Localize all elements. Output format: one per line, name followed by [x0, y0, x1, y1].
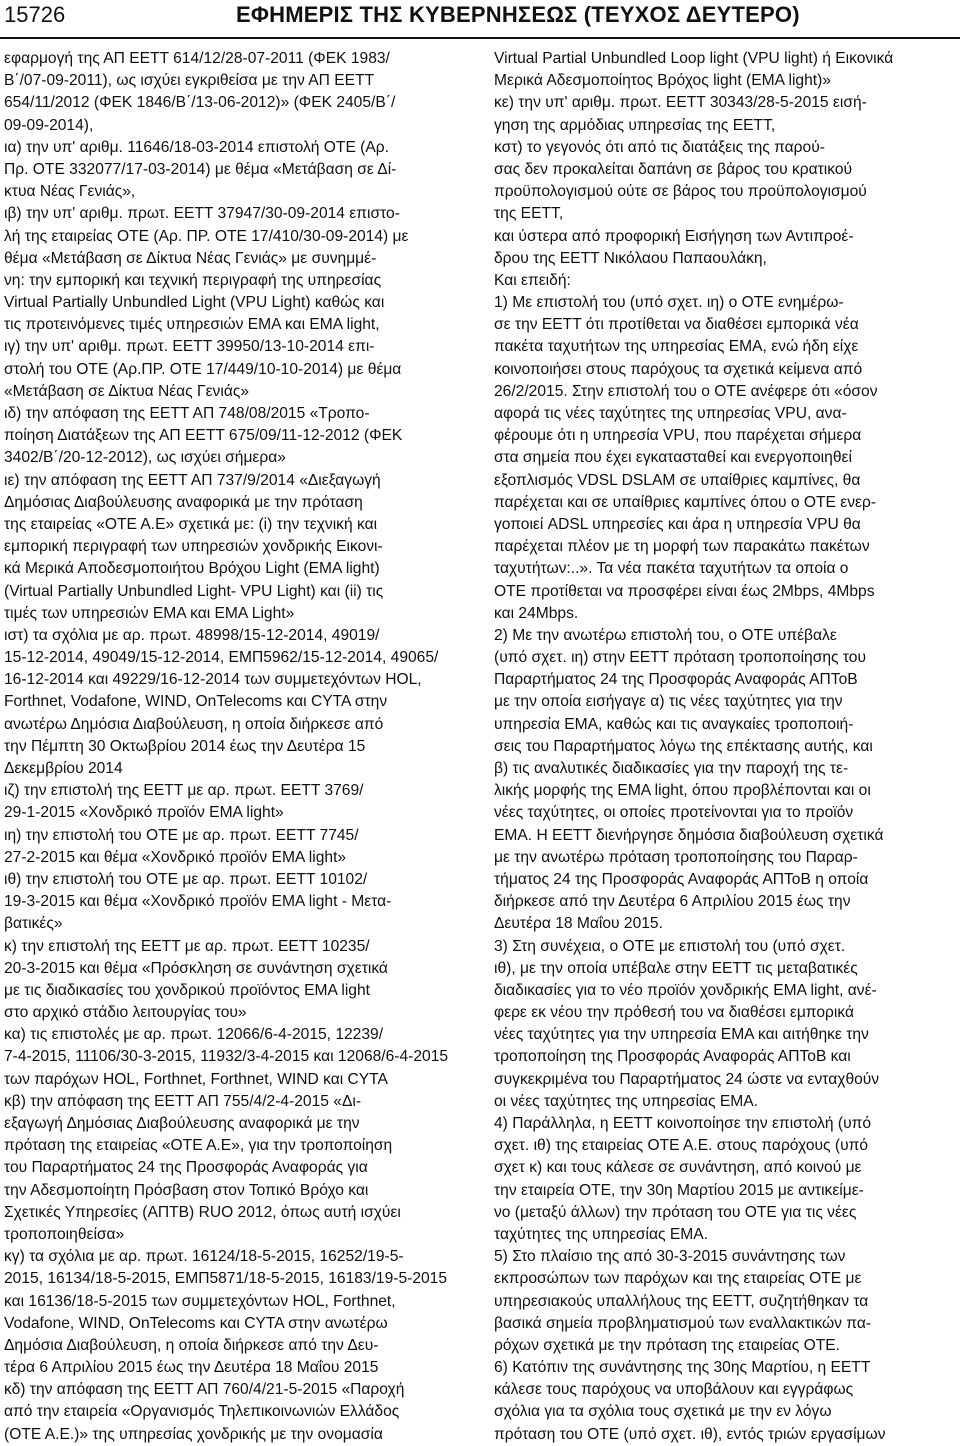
text-line: Vodafone, WIND, OnTelecoms και CYTA στην ανωτέρω [4, 1314, 388, 1332]
text-line: ιζ) την επιστολή της ΕΕΤΤ με αρ. πρωτ. ΕΕΤΤ 3769/ [4, 782, 364, 800]
text-line: ιδ) την απόφαση της ΕΕΤΤ ΑΠ 748/08/2015 «Τροπο- [4, 405, 370, 422]
text-line: και 24Mbps. [494, 604, 579, 622]
text-line: σχόλια για τα σχόλια τους σχετικά με την εν λόγω [494, 1403, 832, 1421]
text-line: διήρκεσε από την Δευτέρα 6 Απριλίου 2015 έως την [494, 893, 851, 911]
text-line: πρόταση της εταιρείας «ΟΤΕ Α.Ε», για την τροποποίηση [4, 1137, 393, 1155]
text-line: ιη) την επιστολή του ΟΤΕ με αρ. πρωτ. ΕΕΤΤ 7745/ [4, 826, 359, 844]
text-line: Δεκεμβρίου 2014 [4, 760, 123, 777]
text-line: ιε) την απόφαση της ΕΕΤΤ ΑΠ 737/9/2014 «Διεξαγωγή [4, 471, 381, 489]
text-line: αφορά τις νέες ταχύτητες της υπηρεσίας VPU, ανα- [494, 405, 847, 422]
text-line: τήματος 24 της Προσφοράς Αναφοράς ΑΠΤοΒ η οποία [494, 870, 869, 888]
text-line: τέρα 6 Απριλίου 2015 έως την Δευτέρα 18 Μαΐου 2015 [4, 1359, 379, 1377]
text-line: Virtual Partial Unbundled Loop light (VPU light) ή Εικονικά [494, 50, 894, 67]
text-line: κβ) την απόφαση της ΕΕΤΤ ΑΠ 755/4/2-4-2015 «Δι- [4, 1092, 362, 1110]
text-line: 654/11/2012 (ΦΕΚ 1846/Β΄/13-06-2012)» (ΦΕΚ 2405/Β΄/ [4, 94, 396, 112]
text-line: κτυα Νέας Γενιάς», [4, 183, 136, 201]
text-line: γηση της αρμόδιας υπηρεσίας της ΕΕΤΤ, [494, 116, 776, 134]
text-line: Forthnet, Vodafone, WIND, OnTelecoms και CYTA στην [4, 693, 388, 711]
text-line: ιβ) την υπ' αριθμ. πρωτ. ΕΕΤΤ 37947/30-09-2014 επιστο- [4, 205, 400, 223]
right-column [494, 48, 960, 1446]
text-line: συγκεκριμένα του Παραρτήματος 24 ώστε να ενταχθούν [494, 1070, 880, 1088]
text-line: νέες ταχύτητες, οι οποίες προτείνονται για το προϊόν [494, 804, 854, 822]
text-line: σχετ κ) και τους κάλεσε σε συνάντηση, από κοινού με [494, 1159, 862, 1177]
text-line: βατικές» [4, 915, 63, 933]
text-line: της ΕΕΤΤ, [494, 205, 564, 223]
text-line: φέρουμε ότι η υπηρεσία VPU, που παρέχεται σήμερα [494, 427, 862, 445]
page-number: 15726 [4, 2, 66, 27]
text-line: 3) Στη συνέχεια, ο ΟΤΕ με επιστολή του (υπό σχετ. [494, 937, 846, 955]
journal-title: ΕΦΗΜΕΡΙΣ ΤΗΣ ΚΥΒΕΡΝΗΣΕΩΣ (ΤΕΥΧΟΣ ΔΕΥΤΕΡΟ) [236, 2, 800, 27]
text-line: Δημόσια Διαβούλευση, η οποία διήρκεσε από την Δευ- [4, 1336, 379, 1354]
text-line: κα) τις επιστολές με αρ. πρωτ. 12066/6-4-2015, 12239/ [4, 1026, 384, 1044]
text-line: εξοπλισμός VDSL DSLAM σε υπαίθριες καμπίνες, θα [494, 471, 861, 489]
text-line: νο (μεταξύ άλλων) την πρόταση του ΟΤΕ για τις νέες [494, 1203, 857, 1221]
left-column [4, 48, 472, 1446]
text-line: Πρ. ΟΤΕ 332077/17-03-2014) με θέμα «Μετάβαση σε Δί- [4, 160, 397, 178]
text-line: κά Μερικά Αποδεσμοποιήτου Βρόχου Light (ΕΜΑ light) [4, 560, 380, 578]
text-line: πακέτα ταχυτήτων της υπηρεσίας ΕΜΑ, ενώ ήδη είχε [494, 338, 859, 356]
text-line: σεις του Παραρτήματος λόγω της επέκτασης αυτής, και [494, 737, 873, 755]
text-line: και 16136/18-5-2015 των συμμετεχόντων HOL, Forthnet, [4, 1292, 396, 1310]
text-line: ταχυτήτων:..». Τα νέα πακέτα ταχυτήτων τα οποία ο [494, 560, 849, 578]
text-line: γοποιεί ADSL υπηρεσίες και άρα η υπηρεσία VPU θα [494, 515, 861, 533]
text-line: υπηρεσιακούς υπαλλήλους της ΕΕΤΤ, συζητήθηκαν τα [494, 1292, 869, 1310]
text-line: θέμα «Μετάβαση σε Δίκτυα Νέας Γενιάς» με συνημμέ- [4, 249, 377, 267]
text-line: (Virtual Partially Unbundled Light- VPU Light) και (ii) τις [4, 582, 384, 600]
text-line: τις προτεινόμενες τιμές υπηρεσιών ΕΜΑ και ΕΜΑ light, [4, 316, 380, 334]
text-line: Β΄/07-09-2011), ως ισχύει εγκριθείσα με την ΑΠ ΕΕΤΤ [4, 72, 375, 90]
text-line: Virtual Partially Unbundled Light (VPU Light) καθώς και [4, 294, 385, 312]
text-line: φερε εκ νέου την πρόθεσή του να διαθέσει εμπορικά [494, 1004, 854, 1022]
text-line: παρέχεται και σε υπαίθριες καμπίνες όπου ο ΟΤΕ ενερ- [494, 493, 877, 511]
text-line: (ΟΤΕ Α.Ε.)» της υπηρεσίας χονδρικής με την ονομασία [4, 1425, 383, 1443]
text-line: εξαγωγή Δημόσιας Διαβούλευσης αναφορικά με την [4, 1115, 360, 1132]
text-line: προϋπολογισμού ούτε σε βάρος του προϋπολογισμού [494, 183, 867, 201]
text-line: τροποποιηθείσα» [4, 1225, 125, 1243]
text-line: με τις διαδικασίες του χονδρικού προϊόντος ΕΜΑ light [4, 981, 370, 999]
text-line: 2015, 16134/18-5-2015, ΕΜΠ5871/18-5-2015, 16183/19-5-2015 [4, 1270, 448, 1288]
text-line: ιγ) την υπ' αριθμ. πρωτ. ΕΕΤΤ 39950/13-10-2014 επι- [4, 338, 375, 356]
text-line: ιστ) τα σχόλια με αρ. πρωτ. 48998/15-12-2014, 49019/ [4, 626, 380, 644]
text-line: εμπορική περιγραφή των υπηρεσιών χονδρικής Εικονι- [4, 538, 383, 556]
text-line: ανωτέρω Δημόσια Διαβούλευση, η οποία διήρκεσε από [4, 715, 384, 733]
text-line: στα σημεία που έχει εγκατασταθεί και ενεργοποιηθεί [494, 449, 852, 467]
text-line: ια) την υπ' αριθμ. 11646/18-03-2014 επιστολή ΟΤΕ (Αρ. [4, 138, 389, 156]
text-line: β) τις αναλυτικές διαδικασίες για την παροχή της τε- [494, 760, 849, 777]
text-line: του Παραρτήματος 24 της Προσφοράς Αναφοράς για [4, 1159, 368, 1177]
text-line: των παρόχων HOL, Forthnet, Forthnet, WIND και CYTA [4, 1070, 388, 1088]
text-line: λή της εταιρείας ΟΤΕ (Αρ. ΠΡ. ΟΤΕ 17/410/30-09-2014) με [4, 227, 409, 245]
text-line: στολή του ΟΤΕ (Αρ.ΠΡ. ΟΤΕ 17/449/10-10-2014) με θέμα [4, 360, 402, 378]
text-line: διαδικασίες για το νέο προϊόν χονδρικής ΕΜΑ light, ανέ- [494, 981, 877, 999]
text-line: τροποποίηση της Προσφοράς Αναφοράς ΑΠΤοΒ και [494, 1048, 851, 1066]
text-line: 15-12-2014, 49049/15-12-2014, ΕΜΠ5962/15-12-2014, 49065/ [4, 649, 439, 667]
text-line: ιθ) την επιστολή του ΟΤΕ με αρ. πρωτ. ΕΕΤΤ 10102/ [4, 870, 368, 888]
text-line: κστ) το γεγονός ότι από τις διατάξεις της παρού- [494, 138, 825, 156]
text-line: παρέχεται πλέον με τη μορφή των παρακάτω πακέτων [494, 538, 870, 556]
text-line: 4) Παράλληλα, η ΕΕΤΤ κοινοποίησε την επιστολή (υπό [494, 1115, 872, 1132]
text-line: Σχετικές Υπηρεσίες (ΑΠΤΒ) RUO 2012, όπως αυτή ισχύει [4, 1203, 401, 1221]
text-line: κε) την υπ' αριθμ. πρωτ. ΕΕΤΤ 30343/28-5-2015 εισή- [494, 94, 867, 112]
text-line: ρόχων σχετικά με την πρόταση της εταιρείας ΟΤΕ. [494, 1336, 841, 1354]
text-line: Παραρτήματος 24 της Προσφοράς Αναφοράς ΑΠΤοΒ [494, 671, 858, 689]
page-header [0, 0, 960, 38]
text-line: και ύστερα από προφορική Εισήγηση των Αντιπροέ- [494, 227, 854, 245]
text-line: 2) Με την ανωτέρω επιστολή του, ο ΟΤΕ υπέβαλε [494, 626, 837, 644]
text-line: στο αρχικό στάδιο λειτουργίας του» [4, 1004, 247, 1022]
text-line: την Πέμπτη 30 Οκτωβρίου 2014 έως την Δευτέρα 15 [4, 737, 366, 755]
text-line: πρόταση του ΟΤΕ (υπό σχετ. ιθ), εντός τριών εργασίμων [494, 1425, 886, 1443]
text-line: 20-3-2015 και θέμα «Πρόσκληση σε συνάντηση σχετικά [4, 959, 388, 977]
text-line: σας δεν προκαλείται δαπάνη σε βάρος του κρατικού [494, 160, 853, 178]
text-line: με την οποία εισήγαγε α) τις νέες ταχύτητες για την [494, 693, 843, 711]
text-line: Μερικά Αδεσμοποίητος Βρόχος light (ΕΜΑ light)» [494, 72, 831, 90]
text-line: 16-12-2014 και 49229/16-12-2014 των συμμετεχόντων HOL, [4, 671, 422, 689]
text-line: λικής μορφής της ΕΜΑ light, όπου προβλέπονται και οι [494, 782, 871, 800]
text-line: 6) Κατόπιν της συνάντησης της 30ης Μαρτίου, η ΕΕΤΤ [494, 1359, 871, 1377]
text-line: Και επειδή: [494, 271, 571, 289]
text-line: κ) την επιστολή της ΕΕΤΤ με αρ. πρωτ. ΕΕΤΤ 10235/ [4, 937, 370, 955]
text-line: «Μετάβαση σε Δίκτυα Νέας Γενιάς» [4, 382, 250, 400]
text-line: κγ) τα σχόλια με αρ. πρωτ. 16124/18-5-2015, 16252/19-5- [4, 1248, 404, 1266]
text-line: κδ) την απόφαση της ΕΕΤΤ ΑΠ 760/4/21-5-2015 «Παροχή [4, 1381, 405, 1399]
text-line: της εταιρείας «ΟΤΕ Α.Ε» σχετικά με: (i) την τεχνική και [4, 515, 378, 533]
text-line: κοινοποιήσει στους παρόχους τα σχετικά κείμενα από [494, 360, 863, 378]
text-line: 3402/Β΄/20-12-2012), ως ισχύει σήμερα» [4, 449, 286, 467]
text-line: νη: την εμπορική και τεχνική περιγραφή της υπηρεσίας [4, 271, 382, 289]
text-line: ταχύτητες της υπηρεσίας ΕΜΑ. [494, 1225, 708, 1243]
text-line: τιμές των υπηρεσιών ΕΜΑ και ΕΜΑ Light» [4, 604, 295, 622]
text-line: οι νέες ταχύτητες της υπηρεσίας ΕΜΑ. [494, 1092, 759, 1110]
text-line: 19-3-2015 και θέμα «Χονδρικό προϊόν ΕΜΑ light - Μετα- [4, 893, 392, 911]
text-line: την Αδεσμοποίητη Πρόσβαση στον Τοπικό Βρόχο και [4, 1181, 369, 1199]
text-line: Δευτέρα 18 Μαΐου 2015. [494, 915, 663, 933]
text-line: 1) Με επιστολή του (υπό σχετ. ιη) ο ΟΤΕ ενημέρω- [494, 294, 844, 312]
text-line: σε την ΕΕΤΤ ότι προτίθεται να διαθέσει εμπορικά νέα [494, 316, 859, 334]
text-line: εφαρμογή της ΑΠ ΕΕΤΤ 614/12/28-07-2011 (ΦΕΚ 1983/ [4, 50, 390, 67]
text-line: από την εταιρεία «Οργανισμός Τηλεπικοινωνιών Ελλάδος [4, 1403, 400, 1421]
text-line: ΕΜΑ. Η ΕΕΤΤ διενήργησε δημόσια διαβούλευση σχετικά [494, 826, 884, 844]
text-line: κάλεσε τους παρόχους να υποβάλουν και εγγράφως [494, 1381, 854, 1399]
text-line: 09-09-2014), [4, 116, 94, 134]
text-line: βασικά σημεία προβληματισμού των εναλλακτικών πα- [494, 1314, 872, 1332]
text-line: 27-2-2015 και θέμα «Χονδρικό προϊόν ΕΜΑ light» [4, 848, 347, 866]
text-line: ιθ), με την οποία υπέβαλε στην ΕΕΤΤ τις μεταβατικές [494, 959, 858, 977]
text-line: Δημόσιας Διαβούλευσης αναφορικά με την πρόταση [4, 493, 363, 511]
text-line: 7-4-2015, 11106/30-3-2015, 11932/3-4-2015 και 12068/6-4-2015 [4, 1048, 449, 1066]
text-line: 26/2/2015. Στην επιστολή του ο ΟΤΕ ανέφερε ότι «όσον [494, 382, 878, 400]
text-line: την εταιρεία ΟΤΕ, την 30η Μαρτίου 2015 με αντικείμε- [494, 1181, 864, 1199]
text-line: σχετ. ιθ) της εταιρείας ΟΤΕ Α.Ε. στους παρόχους (υπό [494, 1137, 869, 1155]
text-line: νέες ταχύτητες για την υπηρεσία ΕΜΑ και αιτήθηκε την [494, 1026, 869, 1044]
text-line: ποίηση Διατάξεων της ΑΠ ΕΕΤΤ 675/09/11-12-2012 (ΦΕΚ [4, 427, 403, 445]
text-line: με την ανωτέρω πρόταση τροποποίησης του Παραρ- [494, 848, 858, 866]
text-line: δρου της ΕΕΤΤ Νικόλαου Παπαουλάκη, [494, 249, 767, 267]
text-line: (υπό σχετ. ιη) στην ΕΕΤΤ πρόταση τροποποίησης του [494, 649, 866, 667]
text-line: ΟΤΕ προτίθεται να προσφέρει είναι έως 2Mbps, 4Mbps [494, 582, 875, 600]
text-line: 5) Στο πλαίσιο της από 30-3-2015 συνάντησης των [494, 1248, 846, 1266]
text-line: εκπροσώπων των παρόχων και της εταιρείας ΟΤΕ με [494, 1270, 862, 1288]
text-line: υπηρεσία ΕΜΑ, καθώς και τις αναγκαίες τροποποιή- [494, 715, 854, 733]
header-rule [0, 37, 960, 39]
text-line: 29-1-2015 «Χονδρικό προϊόν ΕΜΑ light» [4, 804, 284, 822]
